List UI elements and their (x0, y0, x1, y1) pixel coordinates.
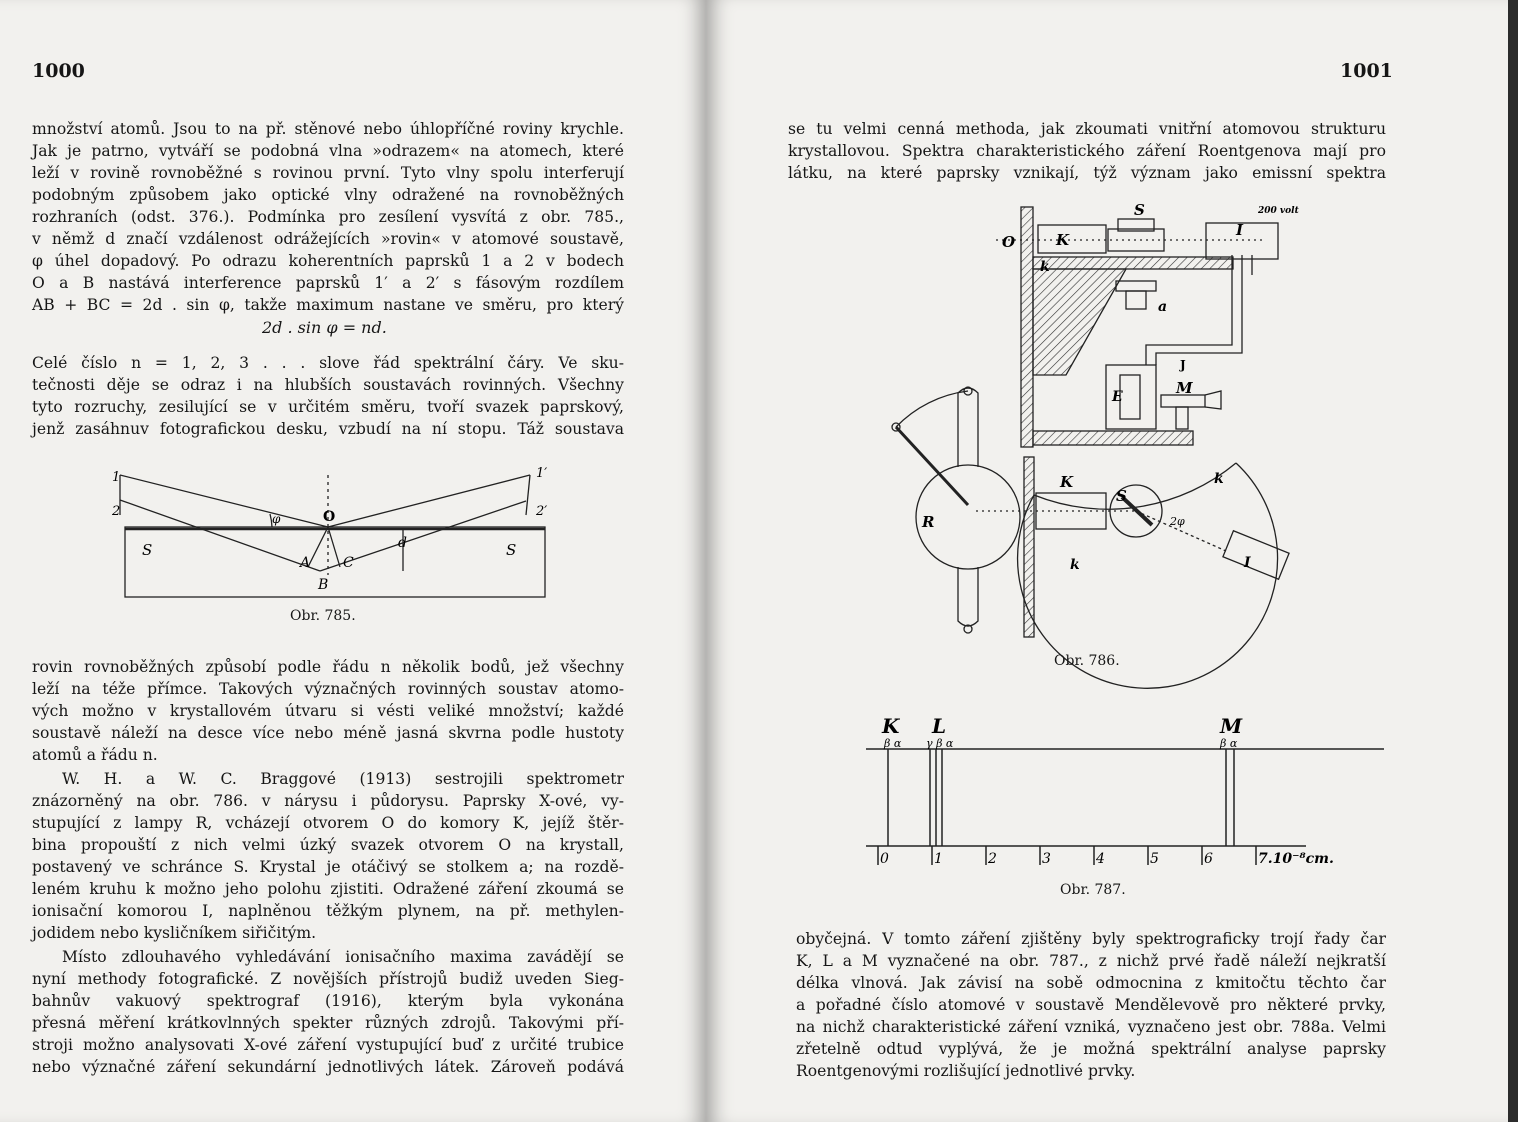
path-OC (328, 527, 340, 567)
lead-screen (1024, 457, 1034, 637)
label-I-top: I (1236, 221, 1244, 239)
text-line: tyto rozruchy, zesilující se v určitém směru, tvoří svazek paprskový, (32, 398, 624, 416)
text-line: tečnosti děje se odraz i na hlubších soustavách rovinných. Všechny (32, 376, 624, 394)
scale-label-3: 3 (1042, 851, 1051, 867)
label-ray-2p: 2′ (536, 504, 548, 519)
text-line: délka vlnová. Jak závisí na sobě odmocnina z kmitočtu těchto čar (796, 974, 1386, 992)
text-line: leží v rovině rovnoběžné s rovinou první. Tyto vlny spolu interferují (32, 164, 624, 182)
electrometer-inner (1120, 375, 1140, 419)
scale-label-0: 0 (880, 851, 889, 867)
scale-label-7: 7.10⁻⁸cm. (1258, 851, 1334, 867)
text-line: v němž d značí vzdálenost odrážejících »rovin« v atomové soustavě, (32, 230, 624, 248)
left-paragraph-5 (32, 946, 624, 1078)
label-O: O (1002, 233, 1016, 251)
label-S-left: S (142, 541, 153, 559)
text-line: zřetelně odtud vyplývá, že je možná spektrální analyse paprsky (796, 1040, 1386, 1058)
scale-label-2: 2 (988, 851, 997, 867)
label-K: K (882, 714, 900, 738)
collimator-K-top (1038, 225, 1106, 253)
label-ray-2: 2 (112, 504, 121, 519)
reflected-ray-1 (328, 475, 530, 527)
text-line: stroji možno analysovati X-ové záření vystupující buď z určité trubice (32, 1036, 624, 1054)
left-paragraph-1 (32, 118, 624, 316)
tube-arc (896, 391, 968, 427)
scan-edge (1508, 0, 1518, 1122)
text-line: krystallovou. Spektra charakteristického záření Roentgenova mají pro (788, 142, 1386, 160)
text-line: na nichž charakteristické záření vzniká, vyznačeno jest obr. 788a. Velmi (796, 1018, 1386, 1036)
xray-tube-lower-neck (958, 567, 978, 626)
support-arm (1033, 269, 1126, 375)
table-plate (1033, 257, 1233, 269)
label-k-bottom: k (1070, 557, 1080, 573)
text-line: jodidem nebo kysličníkem siřičitým. (32, 924, 317, 942)
scale-label-6: 6 (1204, 851, 1213, 867)
bottom-bracket (1033, 431, 1193, 445)
caption-786: Obr. 786. (1054, 653, 1120, 669)
sublabel-L: γ β α (926, 737, 954, 750)
text-line: obyčejná. V tomto záření zjištěny byly spektrograficky trojí řady čar (796, 930, 1386, 948)
label-O: O (323, 509, 336, 525)
path-OA (308, 527, 328, 567)
scale-label-5: 5 (1150, 851, 1159, 867)
text-line: K, L a M vyznačené na obr. 787., z nichž prvé řadě náleží nejkratší (796, 952, 1386, 970)
xray-tube-upper-neck (958, 388, 978, 467)
text-line: vých možno v krystallovém útvaru si vésti veliké množství; každé (32, 702, 624, 720)
text-line: φ úhel dopadový. Po odrazu koherentních paprsků 1 a 2 v bodech (32, 252, 624, 270)
label-a: a (1158, 299, 1168, 315)
left-paragraph-4 (32, 768, 624, 944)
right-paragraph-1 (788, 118, 1386, 184)
text-line: rozhraních (odst. 376.). Podmínka pro zesílení vysvítá z obr. 785., (32, 208, 624, 226)
label-A: A (300, 555, 311, 571)
scale-label-4: 4 (1096, 851, 1105, 867)
rotary-shaft (1126, 291, 1146, 309)
text-line: Celé číslo n = 1, 2, 3 . . . slove řád spektrální čáry. Ve sku- (32, 354, 624, 372)
right-page (706, 0, 1508, 1122)
text-line: leží na téže přímce. Takových význačných rovinných soustav atomo- (32, 680, 624, 698)
label-k-top: k (1040, 259, 1050, 275)
right-paragraph-2 (796, 928, 1386, 1082)
text-line: a pořadné číslo atomové v soustavě Mendělevově pro některé prvky, (796, 996, 1386, 1014)
label-I-bottom: I (1244, 555, 1251, 571)
crystal-slab (125, 527, 545, 597)
rotary-table-a (1116, 281, 1156, 291)
wavefront-out (526, 475, 530, 515)
label-S-right: S (506, 541, 517, 559)
text-line: se tu velmi cenná methoda, jak zkoumati vnitřní atomovou strukturu (788, 120, 1386, 138)
sublabel-K: β α (884, 737, 902, 750)
text-line: AB + BC = 2d . sin φ, takže maximum nastane ve směru, pro který (32, 296, 624, 314)
figure-787 (706, 705, 1508, 880)
label-d: d (398, 535, 407, 551)
label-phi: φ (272, 512, 281, 526)
text-line: látku, na které paprsky vznikají, týž význam jako emissní spektra (788, 164, 1386, 182)
label-E: E (1112, 389, 1123, 405)
text-line: atomů a řádu n. (32, 746, 158, 764)
ionisation-chamber-plan (1223, 531, 1289, 579)
microscope-M-stand (1176, 407, 1188, 429)
text-line: Jak je patrno, vytváří se podobná vlna »odrazem« na atomech, které (32, 142, 624, 160)
microscope-eyepiece (1205, 391, 1221, 409)
text-line: bahnův vakuový spektrograf (1916), kterým byla vykonána (32, 992, 624, 1010)
text-line: W. H. a W. C. Braggové (1913) sestrojili spektrometr (62, 770, 624, 788)
text-line: soustavě náleží na desce více nebo méně jasná skvrna podle hustoty (32, 724, 624, 742)
left-page (0, 0, 706, 1122)
text-line: podobným způsobem jako optické vlny odražené na rovnoběžných (32, 186, 624, 204)
label-ray-1: 1 (112, 470, 121, 485)
text-line: množství atomů. Jsou to na př. stěnové nebo úhlopříčné roviny krychle. (32, 120, 624, 138)
text-line: jenž zasáhnuv fotografickou desku, vzbudí na ní stopu. Táž soustava (32, 420, 624, 438)
text-line: O a B nastává interference paprsků 1′ a 2′ s fásovým rozdílem (32, 274, 624, 292)
incident-ray-1 (120, 475, 328, 527)
vertical-support (1021, 207, 1033, 447)
label-ray-1p: 1′ (536, 466, 548, 481)
label-M: M (1220, 714, 1243, 738)
text-line: nebo význačné záření sekundární jednotlivých látek. Zároveň podává (32, 1058, 624, 1076)
text-line: stupující z lampy R, vcházejí otvorem O do komory K, jejíž štěr- (32, 814, 624, 832)
text-line: leném kruhu k možno jeho polohu zjistiti. Odražené záření zkoumá se (32, 880, 624, 898)
label-k-right: k (1214, 471, 1224, 487)
label-M: M (1176, 379, 1193, 397)
label-K-top: K (1056, 231, 1070, 249)
left-paragraph-3 (32, 656, 624, 766)
text-line: přesná měření krátkovlnných spekter různých zdrojů. Takovými pří- (32, 1014, 624, 1032)
page-number-left: 1000 (32, 60, 85, 82)
label-S-bottom: S (1116, 487, 1127, 505)
wire-2 (1156, 255, 1242, 365)
label-voltage: 200 volt (1258, 206, 1299, 216)
caption-785: Obr. 785. (290, 608, 356, 624)
text-line: rovin rovnoběžných způsobí podle řádu n několik bodů, jež všechny (32, 658, 624, 676)
text-line: postavený ve schránce S. Krystal je otáčivý se stolkem a; na rozdě- (32, 858, 624, 876)
sublabel-M: β α (1220, 737, 1238, 750)
text-line: nyní methody fotografické. Z novějších přístrojů budiž uveden Sieg- (32, 970, 624, 988)
bragg-formula: 2d . sin φ = nd. (262, 318, 387, 337)
label-S-top: S (1134, 201, 1145, 219)
label-R: R (922, 513, 935, 531)
label-2phi: 2φ (1170, 515, 1185, 528)
caption-787: Obr. 787. (1060, 882, 1126, 898)
scale-label-1: 1 (934, 851, 943, 867)
label-J: J (1180, 358, 1186, 372)
label-K-bottom: K (1060, 473, 1074, 491)
text-line: bina propouští z nich velmi úzký svazek otvorem O na krystall, (32, 836, 624, 854)
label-L: L (932, 714, 947, 738)
collimator-K-plan (1036, 493, 1106, 529)
incident-ray-2 (120, 500, 320, 571)
label-C: C (343, 555, 354, 571)
text-line: ionisační komorou I, naplněnou těžkým plynem, na př. methylen- (32, 902, 624, 920)
page-number-right: 1001 (1340, 60, 1393, 82)
text-line: znázorněný na obr. 786. v nárysu i půdorysu. Paprsky X-ové, vy- (32, 792, 624, 810)
text-line: Místo zdlouhavého vyhledávání ionisačního maxima zavádějí se (62, 948, 624, 966)
label-B: B (318, 577, 329, 593)
text-line: Roentgenovými rozlišující jednotlivé prvky. (796, 1062, 1136, 1080)
figure-785 (0, 455, 706, 655)
figure-786 (706, 195, 1508, 655)
left-paragraph-2 (32, 352, 624, 440)
